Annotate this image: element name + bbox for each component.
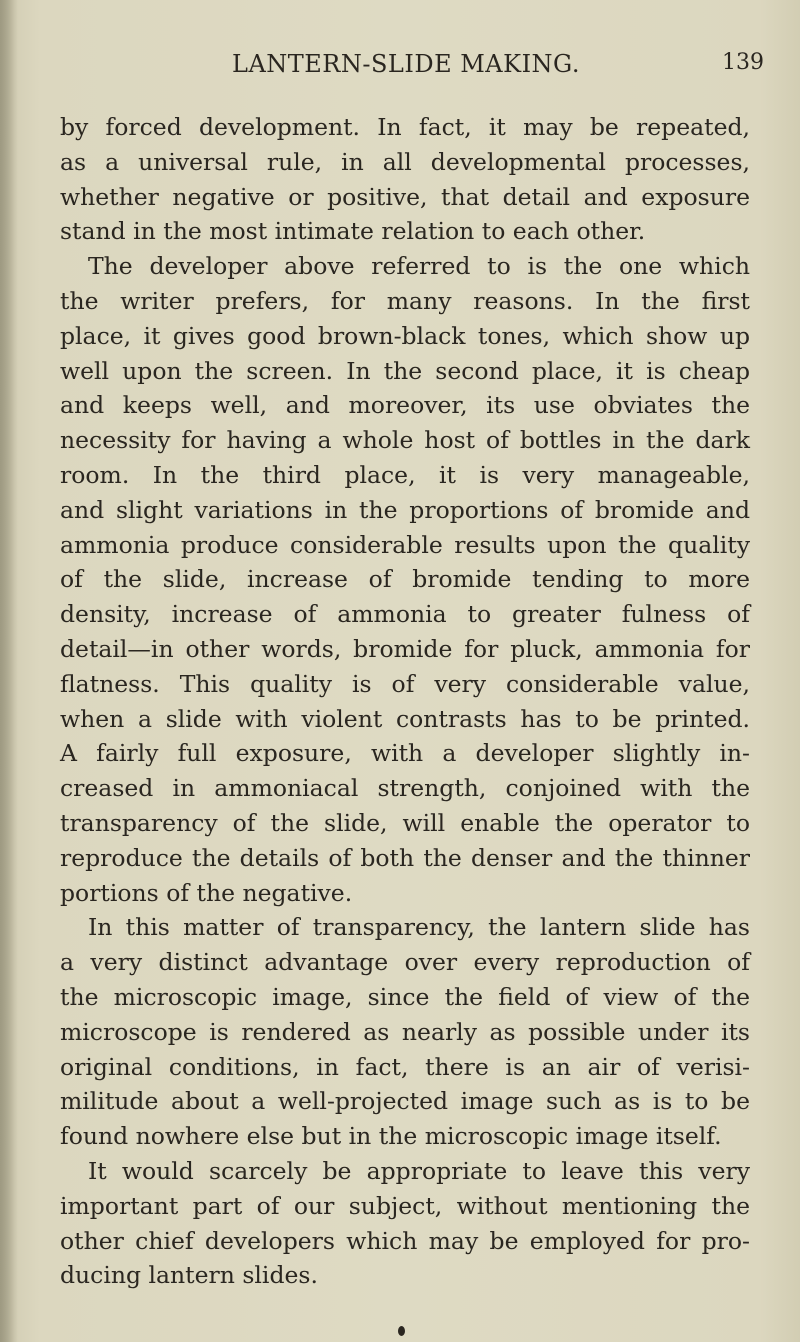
- text-line: original conditions, in fact, there is an air of verisi-: [60, 1052, 750, 1081]
- text-line: The developer above referred to is the one which: [88, 252, 750, 281]
- text-line: detail—in other words, bromide for pluck, ammonia for: [60, 634, 750, 663]
- text-line: It would scarcely be appropriate to leave this very: [88, 1156, 750, 1185]
- text-line: well upon the screen. In the second place, it is cheap: [60, 356, 750, 385]
- text-line: important part of our subject, without mentioning the: [60, 1191, 750, 1220]
- running-title: LANTERN-SLIDE MAKING.: [232, 50, 580, 78]
- text-line: as a universal rule, in all developmental processes,: [60, 147, 750, 176]
- text-line: necessity for having a whole host of bottles in the dark: [60, 426, 750, 455]
- text-line: portions of the negative.: [60, 878, 353, 907]
- text-line: the microscopic image, since the field of view of the: [60, 982, 750, 1011]
- text-line: microscope is rendered as nearly as possible under its: [60, 1017, 750, 1046]
- text-line: found nowhere else but in the microscopic image itself.: [60, 1122, 722, 1151]
- text-line: when a slide with violent contrasts has to be printed.: [60, 704, 750, 733]
- text-line: ammonia produce considerable results upon the quality: [60, 530, 750, 559]
- text-line: ducing lantern slides.: [60, 1261, 318, 1290]
- running-head: [0, 50, 800, 90]
- text-line: a very distinct advantage over every reproduction of: [60, 948, 750, 977]
- text-line: of the slide, increase of bromide tending to more: [60, 565, 750, 594]
- text-line: transparency of the slide, will enable the operator to: [60, 808, 750, 837]
- text-line: other chief developers which may be employed for pro-: [60, 1226, 750, 1255]
- text-line: flatness. This quality is of very considerable value,: [60, 669, 750, 698]
- body-text: [60, 110, 750, 1293]
- text-line: place, it gives good brown-black tones, which show up: [60, 321, 750, 350]
- text-line: In this matter of transparency, the lantern slide has: [88, 913, 750, 942]
- ink-speck: [398, 1326, 405, 1336]
- text-line: room. In the third place, it is very manageable,: [60, 460, 750, 489]
- page-gutter-shadow: [0, 0, 18, 1342]
- text-line: whether negative or positive, that detail and exposure: [60, 182, 750, 211]
- text-line: stand in the most intimate relation to each other.: [60, 217, 646, 246]
- page-number: 139: [722, 50, 764, 75]
- text-line: density, increase of ammonia to greater fulness of: [60, 600, 750, 629]
- text-line: and slight variations in the proportions of bromide and: [60, 495, 750, 524]
- text-line: A fairly full exposure, with a developer slightly in-: [60, 739, 750, 768]
- text-line: creased in ammoniacal strength, conjoined with the: [60, 774, 750, 803]
- text-line: by forced development. In fact, it may be repeated,: [60, 113, 750, 141]
- text-line: and keeps well, and moreover, its use obviates the: [60, 391, 750, 420]
- text-line: the writer prefers, for many reasons. In the first: [60, 286, 750, 315]
- text-line: militude about a well-projected image such as is to be: [60, 1087, 750, 1116]
- text-line: reproduce the details of both the denser and the thinner: [60, 843, 750, 872]
